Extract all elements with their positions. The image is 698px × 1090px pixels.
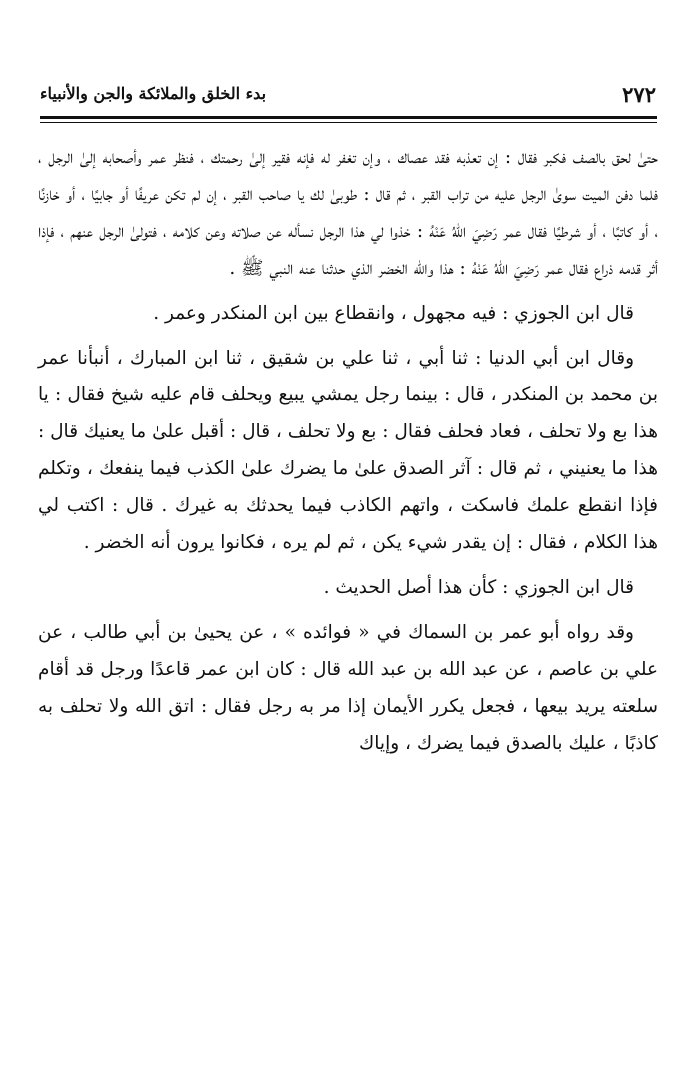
- paragraph-ibn-sammak: وقد رواه أبو عمر بن السماك في « فوائده » ، عن يحيىٰ بن أبي طالب ، عن علي بن عاصم ، عن عبد الله بن عبد الله قال : كان ابن عمر قاعدًا ورجل قد أقام سلعته يريد بيعها ، فجعل يكرر الأيمان إذا مر به رجل فقال : اتق الله ولا تحلف به كاذبًا ، عليك بالصدق فيما يضرك ، وإياك: [38, 621, 658, 754]
- page-number: ٢٧٢: [622, 82, 656, 107]
- header-rule-thick: [40, 116, 657, 119]
- paragraph-ibn-abi-dunya: وقال ابن أبي الدنيا : ثنا أبي ، ثنا علي بن شقيق ، ثنا ابن المبارك ، أنبأنا عمر بن محمد بن المنكدر ، قال : بينما رجل يمشي يبيع ويحلف قام عليه شيخ فقال : يا هذا بع ولا تحلف ، فعاد فحلف فقال : بع ولا تحلف ، قال : أقبل علىٰ ما يعنيك قال : هذا ما يعنيني ، ثم قال : آثر الصدق علىٰ ما يضرك علىٰ الكذب فيما ينفعك ، وتكلم فإذا انقطع علمك فاسكت ، واتهم الكاذب فيما يحدثك به غيرك . قال : اكتب لي هذا الكلام ، فقال : إن يقدر شيء يكن ، ثم لم يره ، فكانوا يرون أنه الخضر .: [38, 347, 658, 554]
- paragraph-ibn-jawzi-note-2: قال ابن الجوزي : كأن هذا أصل الحديث .: [323, 576, 634, 598]
- paragraph-ibn-jawzi-note-1: قال ابن الجوزي : فيه مجهول ، وانقطاع بين ابن المنكدر وعمر .: [153, 302, 634, 324]
- page-header: [40, 76, 656, 110]
- header-rule-thin: [40, 122, 657, 123]
- running-title: بدء الخلق والملائكة والجن والأنبياء: [40, 84, 267, 103]
- body-text: [38, 140, 658, 763]
- paragraph-khidr-story: حتىٰ لحق بالصف فكبر فقال : إن تعذبه فقد عصاك ، وإن تغفر له فإنه فقير إلىٰ رحمتك ، فنظر عمر وأصحابه إلىٰ الرجل ، فلما دفن الميت سوىٰ الرجل عليه من تراب القبر ، ثم قال : طوبىٰ لك يا صاحب القبر ، إن لم تكن عريفًا أو جابيًا ، أو خازنًا ، أو كاتبًا ، أو شرطيًا فقال عمر رَضِيَ اللهُ عَنْهُ : خذوا لي هذا الرجل نسأله عن صلاته وعن كلامه ، فتولىٰ الرجل عنهم ، فإذا أثر قدمه ذراع فقال عمر رَضِيَ اللهُ عَنْهُ : هذا والله الخضر الذي حدثنا عنه النبي ﷺ .: [38, 147, 658, 279]
